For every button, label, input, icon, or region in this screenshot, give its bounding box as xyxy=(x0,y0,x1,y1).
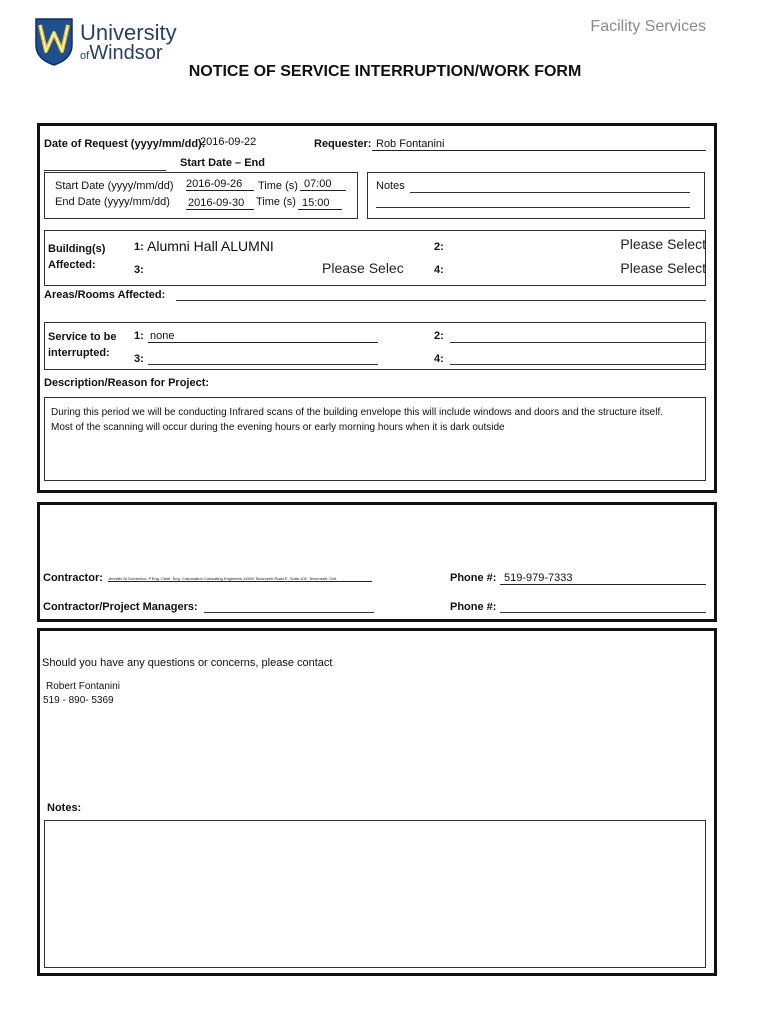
areas-rooms-label: Areas/Rooms Affected: xyxy=(44,289,166,301)
notes-box xyxy=(367,172,705,219)
notes-line-1[interactable] xyxy=(410,192,690,193)
building-4-select[interactable]: Please Select xyxy=(620,260,706,276)
project-managers-field[interactable] xyxy=(204,612,374,613)
end-date-label: End Date (yyyy/mm/dd) xyxy=(55,196,170,208)
description-label: Description/Reason for Project: xyxy=(44,377,210,389)
start-date-label: Start Date (yyyy/mm/dd) xyxy=(55,180,174,192)
project-managers-label: Contractor/Project Managers: xyxy=(43,601,198,613)
description-line-2: Most of the scanning will occur during the evening hours or early morning hours when it is dark outside xyxy=(51,422,505,433)
building-2-number: 2: xyxy=(434,241,444,253)
service-1-value: none xyxy=(150,330,175,342)
logo-wordmark-windsor xyxy=(80,42,163,65)
contractor-label: Contractor: xyxy=(43,572,103,584)
end-date-value: 2016-09-30 xyxy=(188,197,245,209)
contractor-phone-label: Phone #: xyxy=(450,572,497,584)
buildings-box xyxy=(44,230,706,286)
building-4-number: 4: xyxy=(434,264,444,276)
start-time-field[interactable] xyxy=(300,178,346,191)
contact-name: Robert Fontanini xyxy=(46,681,120,692)
date-underline xyxy=(44,170,166,171)
service-label-line1: Service to be xyxy=(48,331,117,343)
logo-windsor: Windsor xyxy=(89,42,163,64)
contact-phone: 519 - 890- 5369 xyxy=(43,695,114,706)
areas-rooms-field[interactable] xyxy=(176,300,706,301)
notes-line-2[interactable] xyxy=(376,207,690,208)
service-3-field[interactable] xyxy=(148,364,378,365)
service-4-field[interactable] xyxy=(450,364,706,365)
building-1-select[interactable]: Alumni Hall ALUMNI xyxy=(147,238,274,254)
contractor-phone-field[interactable] xyxy=(500,572,706,585)
end-time-label: Time (s) xyxy=(256,196,296,208)
service-1-number: 1: xyxy=(134,330,144,342)
buildings-label-line2: Affected: xyxy=(48,259,96,271)
contractor-field[interactable] xyxy=(108,576,372,582)
start-date-field[interactable] xyxy=(186,178,254,191)
university-shield-logo xyxy=(34,17,74,67)
building-3-select[interactable]: Please Selec xyxy=(322,260,404,276)
form-title: NOTICE OF SERVICE INTERRUPTION/WORK FORM xyxy=(188,63,582,80)
end-time-field[interactable] xyxy=(298,197,342,210)
service-2-number: 2: xyxy=(434,330,444,342)
start-date-value: 2016-09-26 xyxy=(186,178,243,190)
contractor-value: Jennifer Di Domenico, P.Eng. Chief, Eng. Corporation Consulting Engineers 11900 Tecumseh Road E, Suite 101, Tecumseh, Ont. xyxy=(108,576,337,581)
date-of-request-value[interactable]: 2016-09-22 xyxy=(200,136,257,148)
contact-notes-box[interactable] xyxy=(44,820,706,968)
requester-label: Requester: xyxy=(314,138,372,150)
end-time-value: 15:00 xyxy=(302,197,330,209)
description-line-1: During this period we will be conducting Infrared scans of the building envelope this will include windows and doors and the structure itself. xyxy=(51,407,664,418)
building-2-select[interactable]: Please Select xyxy=(620,236,706,252)
service-3-number: 3: xyxy=(134,353,144,365)
requester-field[interactable] xyxy=(372,138,706,151)
project-managers-phone-label: Phone #: xyxy=(450,601,497,613)
service-label-line2: interrupted: xyxy=(48,347,110,359)
buildings-label-line1: Building(s) xyxy=(48,243,106,255)
end-date-field[interactable] xyxy=(186,197,254,210)
service-1-field[interactable] xyxy=(148,330,378,343)
requester-value: Rob Fontanini xyxy=(376,138,445,150)
department-name: Facility Services xyxy=(590,18,706,35)
date-of-request-label: Date of Request (yyyy/mm/dd): xyxy=(44,138,206,150)
notes-label: Notes xyxy=(376,180,405,192)
project-managers-phone-field[interactable] xyxy=(500,612,706,613)
contact-notes-label: Notes: xyxy=(47,802,82,814)
start-end-heading: Start Date – End xyxy=(180,157,265,169)
logo-of: of xyxy=(80,50,90,62)
start-time-value: 07:00 xyxy=(304,178,332,190)
service-4-number: 4: xyxy=(434,353,444,365)
logo-wordmark-university: University xyxy=(80,20,177,45)
contact-intro: Should you have any questions or concerns, please contact xyxy=(42,657,333,669)
building-1-number: 1: xyxy=(134,241,144,253)
building-3-number: 3: xyxy=(134,264,144,276)
service-2-field[interactable] xyxy=(450,342,706,343)
contractor-phone-value: 519-979-7333 xyxy=(504,572,573,584)
start-time-label: Time (s) xyxy=(258,180,298,192)
